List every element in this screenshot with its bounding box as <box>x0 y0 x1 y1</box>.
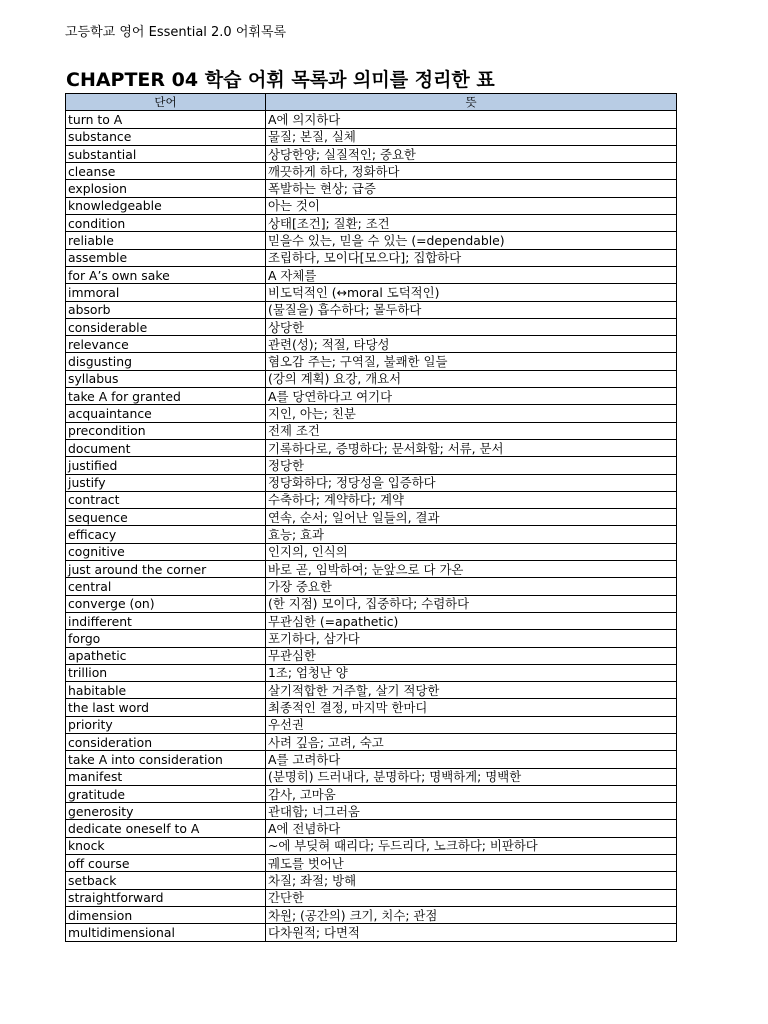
meaning-cell: (물질을) 흡수하다; 몰두하다 <box>266 301 677 318</box>
table-row <box>66 699 677 716</box>
word-cell: reliable <box>66 232 266 249</box>
table-row <box>66 872 677 889</box>
meaning-cell: (강의 계획) 요강, 개요서 <box>266 370 677 387</box>
word-cell: knock <box>66 837 266 854</box>
word-cell: substantial <box>66 145 266 162</box>
word-cell: take A into consideration <box>66 751 266 768</box>
meaning-cell: 사려 깊음; 고려, 숙고 <box>266 733 677 750</box>
table-row <box>66 336 677 353</box>
table-row <box>66 837 677 854</box>
meaning-cell: 연속, 순서; 일어난 일들의, 결과 <box>266 509 677 526</box>
table-header-row <box>66 94 677 111</box>
word-cell: substance <box>66 128 266 145</box>
book-header: 고등학교 영어 Essential 2.0 어휘목록 <box>65 25 287 40</box>
meaning-cell: 상당한 <box>266 318 677 335</box>
meaning-cell: 폭발하는 현상; 급증 <box>266 180 677 197</box>
word-cell: setback <box>66 872 266 889</box>
table-row <box>66 215 677 232</box>
meaning-cell: A에 의지하다 <box>266 111 677 128</box>
table-row <box>66 682 677 699</box>
table-row <box>66 664 677 681</box>
meaning-cell: 조립하다, 모이다[모으다]; 집합하다 <box>266 249 677 266</box>
chapter-title: CHAPTER 04 학습 어휘 목록과 의미를 정리한 표 <box>66 69 495 91</box>
word-cell: contract <box>66 491 266 508</box>
table-row <box>66 145 677 162</box>
meaning-cell: 포기하다, 삼가다 <box>266 630 677 647</box>
meaning-cell: 인지의, 인식의 <box>266 543 677 560</box>
word-cell: forgo <box>66 630 266 647</box>
meaning-cell: 수축하다; 계약하다; 계약 <box>266 491 677 508</box>
table-row <box>66 197 677 214</box>
word-cell: condition <box>66 215 266 232</box>
word-cell: knowledgeable <box>66 197 266 214</box>
column-header-word: 단어 <box>66 94 266 111</box>
table-row <box>66 422 677 439</box>
meaning-cell: 차질; 좌절; 방해 <box>266 872 677 889</box>
table-row <box>66 855 677 872</box>
word-cell: relevance <box>66 336 266 353</box>
word-cell: the last word <box>66 699 266 716</box>
table-row <box>66 768 677 785</box>
table-row <box>66 163 677 180</box>
meaning-cell: (분명히) 드러내다, 분명하다; 명백하게; 명백한 <box>266 768 677 785</box>
word-cell: cleanse <box>66 163 266 180</box>
word-cell: justified <box>66 457 266 474</box>
meaning-cell: ~에 부딪혀 때리다; 두드리다, 노크하다; 비판하다 <box>266 837 677 854</box>
table-row <box>66 889 677 906</box>
vocabulary-table <box>65 93 677 942</box>
meaning-cell: A 자체를 <box>266 266 677 283</box>
meaning-cell: 차원; (공간의) 크기, 치수; 관점 <box>266 906 677 923</box>
meaning-cell: 믿을수 있는, 믿을 수 있는 (=dependable) <box>266 232 677 249</box>
table-row <box>66 111 677 128</box>
table-row <box>66 474 677 491</box>
meaning-cell: 다차원적; 다면적 <box>266 924 677 941</box>
table-row <box>66 405 677 422</box>
word-cell: for A’s own sake <box>66 266 266 283</box>
meaning-cell: 살기적합한 거주할, 살기 적당한 <box>266 682 677 699</box>
word-cell: turn to A <box>66 111 266 128</box>
meaning-cell: 전제 조건 <box>266 422 677 439</box>
word-cell: sequence <box>66 509 266 526</box>
table-row <box>66 457 677 474</box>
word-cell: apathetic <box>66 647 266 664</box>
table-row <box>66 924 677 941</box>
word-cell: central <box>66 578 266 595</box>
word-cell: cognitive <box>66 543 266 560</box>
word-cell: acquaintance <box>66 405 266 422</box>
table-row <box>66 526 677 543</box>
meaning-cell: A에 전념하다 <box>266 820 677 837</box>
meaning-cell: 관대함; 너그러움 <box>266 803 677 820</box>
meaning-cell: 기록하다로, 증명하다; 문서화함; 서류, 문서 <box>266 439 677 456</box>
word-cell: trillion <box>66 664 266 681</box>
word-cell: just around the corner <box>66 561 266 578</box>
table-row <box>66 647 677 664</box>
meaning-cell: 혐오감 주는; 구역질, 불쾌한 일들 <box>266 353 677 370</box>
table-row <box>66 578 677 595</box>
table-row <box>66 630 677 647</box>
word-cell: immoral <box>66 284 266 301</box>
meaning-cell: 정당화하다; 정당성을 입증하다 <box>266 474 677 491</box>
word-cell: justify <box>66 474 266 491</box>
word-cell: absorb <box>66 301 266 318</box>
word-cell: manifest <box>66 768 266 785</box>
meaning-cell: 1조; 엄청난 양 <box>266 664 677 681</box>
meaning-cell: 우선권 <box>266 716 677 733</box>
word-cell: efficacy <box>66 526 266 543</box>
word-cell: disgusting <box>66 353 266 370</box>
meaning-cell: 최종적인 결정, 마지막 한마디 <box>266 699 677 716</box>
meaning-cell: (한 지점) 모이다, 집중하다; 수렴하다 <box>266 595 677 612</box>
table-row <box>66 803 677 820</box>
meaning-cell: 정당한 <box>266 457 677 474</box>
word-cell: dimension <box>66 906 266 923</box>
meaning-cell: 아는 것이 <box>266 197 677 214</box>
table-row <box>66 266 677 283</box>
meaning-cell: 간단한 <box>266 889 677 906</box>
word-cell: multidimensional <box>66 924 266 941</box>
word-cell: assemble <box>66 249 266 266</box>
word-cell: explosion <box>66 180 266 197</box>
table-row <box>66 733 677 750</box>
word-cell: converge (on) <box>66 595 266 612</box>
meaning-cell: 지인, 아는; 친분 <box>266 405 677 422</box>
word-cell: take A for granted <box>66 388 266 405</box>
meaning-cell: 관련(성); 적절, 타당성 <box>266 336 677 353</box>
meaning-cell: 물질; 본질, 실체 <box>266 128 677 145</box>
table-row <box>66 543 677 560</box>
table-row <box>66 612 677 629</box>
meaning-cell: 효능; 효과 <box>266 526 677 543</box>
meaning-cell: 가장 중요한 <box>266 578 677 595</box>
meaning-cell: 무관심한 (=apathetic) <box>266 612 677 629</box>
table-row <box>66 751 677 768</box>
table-body <box>66 111 677 941</box>
word-cell: priority <box>66 716 266 733</box>
word-cell: syllabus <box>66 370 266 387</box>
table-row <box>66 301 677 318</box>
word-cell: habitable <box>66 682 266 699</box>
table-row <box>66 595 677 612</box>
meaning-cell: 비도덕적인 (↔moral 도덕적인) <box>266 284 677 301</box>
table-row <box>66 439 677 456</box>
meaning-cell: A를 당연하다고 여기다 <box>266 388 677 405</box>
meaning-cell: 바로 곧, 임박하여; 눈앞으로 다 가온 <box>266 561 677 578</box>
word-cell: consideration <box>66 733 266 750</box>
meaning-cell: A를 고려하다 <box>266 751 677 768</box>
meaning-cell: 상당한양; 실질적인; 중요한 <box>266 145 677 162</box>
table-row <box>66 820 677 837</box>
table-row <box>66 370 677 387</box>
word-cell: gratitude <box>66 785 266 802</box>
table-row <box>66 180 677 197</box>
column-header-meaning: 뜻 <box>266 94 677 111</box>
table-row <box>66 388 677 405</box>
word-cell: precondition <box>66 422 266 439</box>
table-row <box>66 284 677 301</box>
table-row <box>66 509 677 526</box>
word-cell: off course <box>66 855 266 872</box>
table-row <box>66 716 677 733</box>
table-row <box>66 232 677 249</box>
meaning-cell: 무관심한 <box>266 647 677 664</box>
table-row <box>66 785 677 802</box>
meaning-cell: 상태[조건]; 질환; 조건 <box>266 215 677 232</box>
word-cell: indifferent <box>66 612 266 629</box>
table-row <box>66 249 677 266</box>
table-row <box>66 353 677 370</box>
word-cell: considerable <box>66 318 266 335</box>
word-cell: document <box>66 439 266 456</box>
table-row <box>66 128 677 145</box>
table-row <box>66 561 677 578</box>
table-row <box>66 491 677 508</box>
table-row <box>66 906 677 923</box>
word-cell: dedicate oneself to A <box>66 820 266 837</box>
meaning-cell: 감사, 고마움 <box>266 785 677 802</box>
meaning-cell: 궤도를 벗어난 <box>266 855 677 872</box>
meaning-cell: 깨끗하게 하다, 정화하다 <box>266 163 677 180</box>
word-cell: straightforward <box>66 889 266 906</box>
word-cell: generosity <box>66 803 266 820</box>
table-row <box>66 318 677 335</box>
